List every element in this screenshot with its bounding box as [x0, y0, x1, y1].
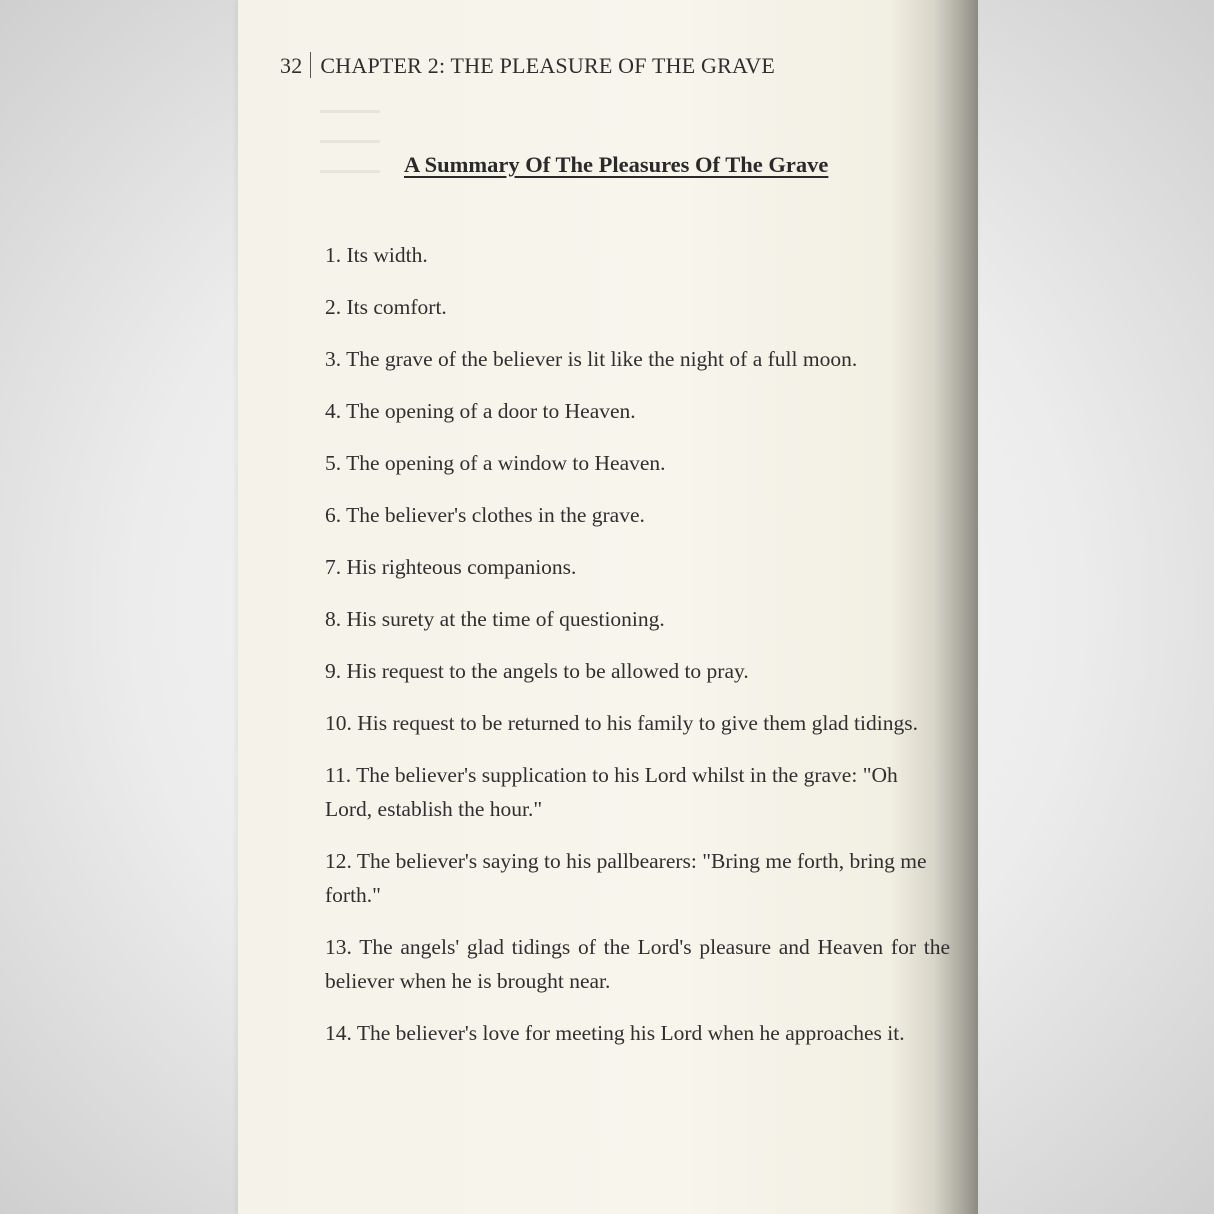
- list-item: 8. His surety at the time of questioning.: [325, 607, 665, 631]
- list-item: 13. The angels' glad tidings of the Lord's pleasure and Heaven for the believer when he is brought near.: [325, 935, 950, 993]
- show-through-text: [320, 110, 380, 200]
- header-divider: [310, 52, 311, 78]
- list-item: 14. The believer's love for meeting his Lord when he approaches it.: [325, 1021, 905, 1045]
- list-item: 6. The believer's clothes in the grave.: [325, 503, 645, 527]
- list-item: 3. The grave of the believer is lit like the night of a full moon.: [325, 347, 858, 371]
- section-title: A Summary Of The Pleasures Of The Grave: [404, 152, 829, 177]
- list-item: 11. The believer's supplication to his Lord whilst in the grave: "Oh Lord, establish the hour.": [325, 763, 898, 821]
- list-item: 4. The opening of a door to Heaven.: [325, 399, 636, 423]
- chapter-title: CHAPTER 2: THE PLEASURE OF THE GRAVE: [320, 53, 775, 78]
- page-number: 32: [280, 53, 303, 78]
- list-item: 9. His request to the angels to be allowed to pray.: [325, 659, 749, 683]
- list-item: 10. His request to be returned to his family to give them glad tidings.: [325, 711, 918, 735]
- list-item: 2. Its comfort.: [325, 295, 447, 319]
- running-header: [280, 52, 775, 79]
- list-item: 5. The opening of a window to Heaven.: [325, 451, 666, 475]
- list-item: 12. The believer's saying to his pallbearers: "Bring me forth, bring me forth.": [325, 849, 927, 907]
- book-page: [238, 0, 978, 1214]
- list-item: 1. Its width.: [325, 243, 428, 267]
- pleasures-list: [325, 238, 950, 1068]
- list-item: 7. His righteous companions.: [325, 555, 577, 579]
